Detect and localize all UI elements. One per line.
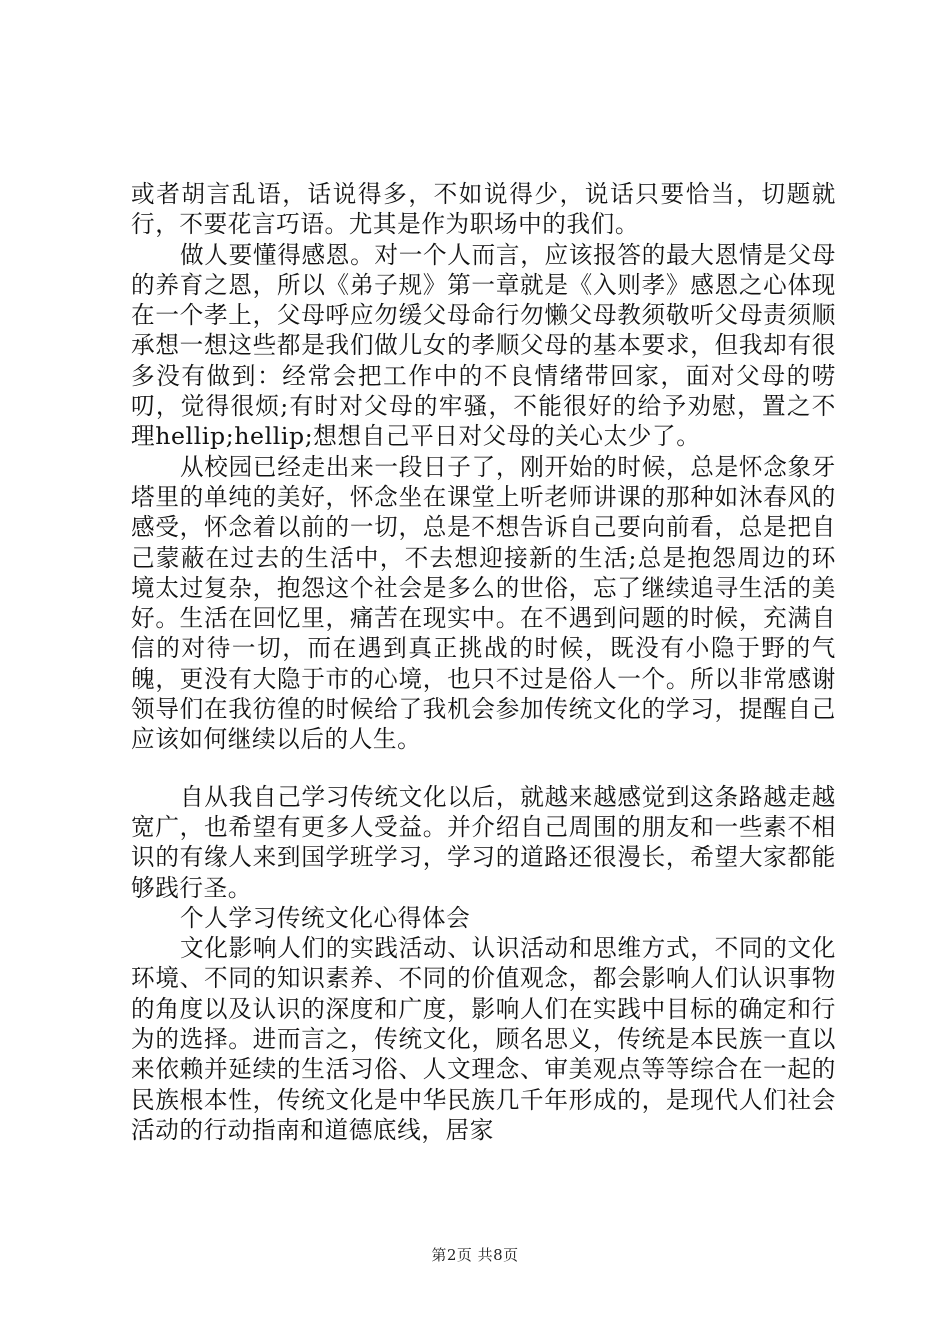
paragraph-culture-influence: 文化影响人们的实践活动、认识活动和思维方式，不同的文化环境、不同的知识素养、不同的价值观念，都会影响人们认识事物的角度以及认识的深度和广度，影响人们在实践中目标的确定和行为的选择。进而言之，传统文化，顾名思义，传统是本民族一直以来依赖并延续的生活习俗、人文理念、审美观点等等综合在一起的民族根本性，传统文化是中华民族几千年形成的，是现代人们社会活动的行动指南和道德底线，居家: [131, 934, 836, 1144]
paragraph-learning-benefits: 自从我自己学习传统文化以后，就越来越感觉到这条路越走越宽广，也希望有更多人受益。并介绍自己周围的朋友和一些素不相识的有缘人来到国学班学习，学习的道路还很漫长，希望大家都能够践行圣。: [131, 782, 836, 902]
section-heading: 个人学习传统文化心得体会: [180, 903, 471, 932]
page-number-footer: 第2页 共8页: [431, 1246, 519, 1264]
paragraph-campus-memories: 从校园已经走出来一段日子了，刚开始的时候，总是怀念象牙塔里的单纯的美好，怀念坐在课堂上听老师讲课的那种如沐春风的感受，怀念着以前的一切，总是不想告诉自己要向前看，总是把自己蒙蔽在过去的生活中，不去想迎接新的生活;总是抱怨周边的环境太过复杂，抱怨这个社会是多么的世俗，忘了继续追寻生活的美好。生活在回忆里，痛苦在现实中。在不遇到问题的时候，充满自信的对待一切，而在遇到真正挑战的时候，既没有小隐于野的气魄，更没有大隐于市的心境，也只不过是俗人一个。所以非常感谢领导们在我彷徨的时候给了我机会参加传统文化的学习，提醒自己应该如何继续以后的人生。: [131, 452, 836, 754]
paragraph-continuation: 或者胡言乱语，话说得多，不如说得少，说话只要恰当，切题就行，不要花言巧语。尤其是作为职场中的我们。: [131, 180, 836, 239]
document-body: [131, 179, 836, 1145]
paragraph-gratitude: 做人要懂得感恩。对一个人而言，应该报答的最大恩情是父母的养育之恩，所以《弟子规》第一章就是《入则孝》感恩之心体现在一个孝上，父母呼应勿缓父母命行勿懒父母教须敬听父母责须顺承想一想这些都是我们做儿女的孝顺父母的基本要求，但我却有很多没有做到：经常会把工作中的不良情绪带回家，面对父母的唠叨，觉得很烦;有时对父母的牢骚，不能很好的给予劝慰，置之不理hellip;hellip;想想自己平日对父母的关心太少了。: [131, 240, 836, 451]
paragraph-spacer: [131, 755, 836, 782]
